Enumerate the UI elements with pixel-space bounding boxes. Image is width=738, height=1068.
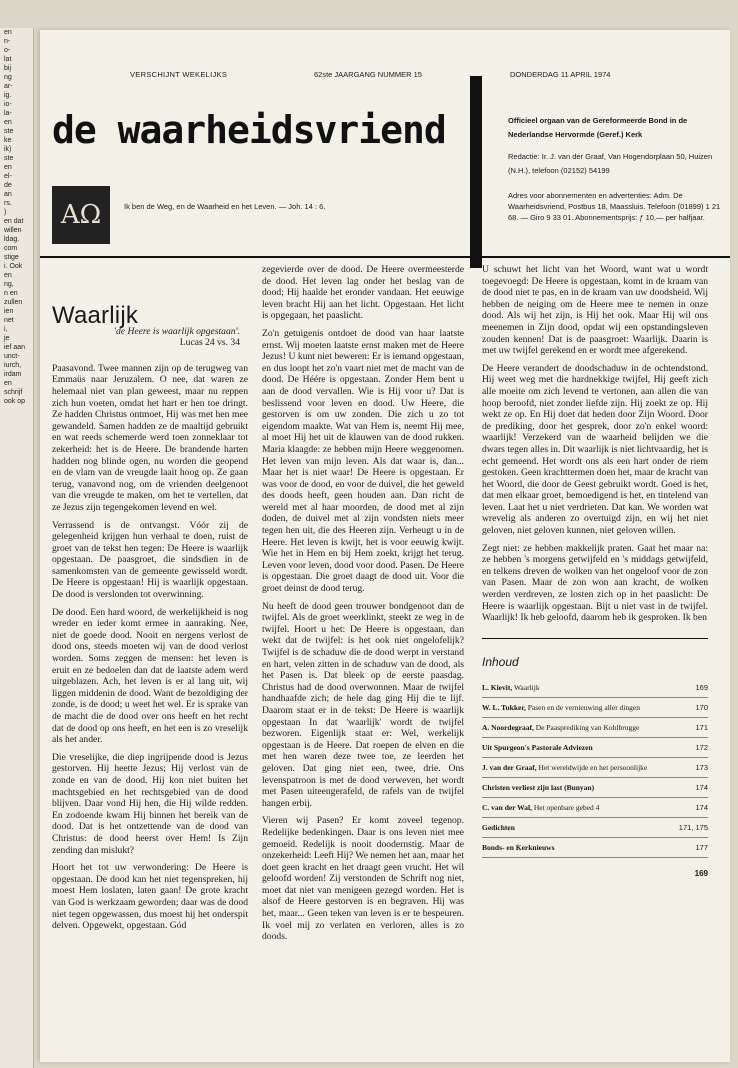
article-paragraph: Verrassend is de ontvangst. Vóór zij de gelegenheid krijgen hun verhaal te doen, ruist de groet van de tekst hen tegen: De Heere is waarlijk opgestaan. De paasgroet, die sindsdien in de samenkomsten van de gemeente gewisseld wordt. De Heere is opgestaan! Hij is waarlijk opgestaan. De dood is verslonden tot overwinning.: [52, 519, 248, 601]
adjacent-page-fragment: iurch,: [4, 362, 22, 369]
page-number: 169: [694, 869, 708, 879]
adjacent-page-fragment: com: [4, 245, 18, 252]
adjacent-page-fragment: o-: [4, 47, 11, 54]
adjacent-page-strip: [0, 28, 34, 1068]
contents-entry-author: W. L. Tukker,: [482, 703, 526, 713]
contents-entry-author: A. Noordegraaf,: [482, 723, 534, 733]
adjacent-page-fragment: ste: [4, 155, 14, 162]
newspaper-page: [40, 30, 730, 1062]
contents-entry-text: Pasen en de vernieuwing aller dingen: [525, 703, 640, 713]
contents-entry-title: [482, 783, 660, 793]
contents-entry-title: [482, 683, 660, 693]
contents-entry-page: 172: [695, 743, 708, 753]
adjacent-page-fragment: ng,: [4, 281, 14, 288]
contents-entry-page: 174: [695, 803, 708, 813]
header-rule: [40, 256, 730, 258]
article-paragraph: Hoort het tot uw verwondering: De Heere is opgestaan. De dood kan het niet tegenspreken, hij moest Hem loslaten, laten gaan! De grote kracht van God is werkzaam geworden; daar was de dood niet tegen opgewassen, dus moest hij het onderspit delven. Opgewekt, opgestaan. Gód: [52, 862, 248, 932]
adjacent-page-fragment: ig.: [4, 92, 12, 99]
adjacent-page-fragment: en: [4, 272, 12, 279]
contents-entry-title: [482, 743, 660, 753]
contents-entry-text: De Paasprediking van Kohlbrugge: [533, 723, 640, 733]
contents-entry-text: Het wereldwijde en het persoonlijke: [536, 763, 648, 773]
issue-date-label: DONDERDAG 11 APRIL 1974: [510, 70, 611, 79]
article-column-2: [262, 264, 464, 943]
adjacent-page-fragment: ar-: [4, 83, 13, 90]
article-column-3: [482, 264, 708, 880]
adjacent-page-fragment: en: [4, 119, 12, 126]
contents-entry: [482, 738, 708, 758]
contents-entry-text: Uit Spurgeon's Pastorale Adviezen: [482, 743, 593, 753]
adjacent-page-fragment: rs.: [4, 200, 12, 207]
adjacent-page-fragment: en dat: [4, 218, 24, 225]
contents-entry: [482, 818, 708, 838]
adjacent-page-fragment: unct-: [4, 353, 20, 360]
adjacent-page-fragment: stige: [4, 254, 19, 261]
contents-entry-author: J. van der Graaf,: [482, 763, 537, 773]
contents-entry-author: L. Kievit,: [482, 683, 513, 693]
official-organ-text: Officieel orgaan van de Gereformeerde Bond in de Nederlandse Hervormde (Geref.) Kerk: [508, 116, 688, 139]
adjacent-page-fragment: io-: [4, 101, 12, 108]
adjacent-page-fragment: ke: [4, 137, 12, 144]
adjacent-page-fragment: la-: [4, 110, 12, 117]
adjacent-page-fragment: ief aan: [4, 344, 26, 351]
adjacent-page-fragment: irdam: [4, 371, 22, 378]
contents-entry-page: 171, 175: [678, 823, 708, 833]
contents-entry: [482, 698, 708, 718]
epigraph-reference: Lucas 24 vs. 34: [179, 337, 240, 349]
article-column-1: [52, 264, 248, 932]
header-divider-bar: [470, 76, 482, 268]
contents-entry-title: [482, 803, 660, 813]
contents-entry-title: [482, 703, 660, 713]
contents-entry: [482, 838, 708, 858]
frequency-label: VERSCHIJNT WEKELIJKS: [130, 70, 228, 79]
adjacent-page-fragment: ook op: [4, 398, 26, 405]
article-paragraph: Zo'n getuigenis ontdoet de dood van haar laatste ernst. Wij moeten laatste ernst maken met de Heere Jezus! U kunt niet beweren: Er is iemand opgestaan, en dus loopt het zo'n vaart niet met de macht van de dood. De Héére is opgestaan. Zonder Hem bent u aan de dood vervallen. Wie is Hij voor u? Dat is beslissend voor leven en dood. Uw Heere, die gestorven is om uw zonden. Die zich u zo tot eigendom maakte. Wat van Hem is, neemt Hij mee, al moet Hij het uit de klauwen van de dood rukken. Maria klaagde: ze hebben mijn Heere weggenomen. Het leven van mijn leven. Als dat waar is, dan... Maar het is niet waar! De Heere is opgestaan. Er was voor de dood, en voor de duivel, die het geweld des doods heeft, geen houden aan. Dan richt de wereld met al haar moorden, de dood met al zijn doden, de duivel met al zijn vondsten niets meer tegen hen uit, die des Heeren zijn. Verheugt u in de Heere. Het leven is kwijt, het is voor eeuwig kwijt. Wie het in Hem en bij Hem zoekt, krijgt het terug. Leven voor leven, dood voor dood. Pasen. De Heere is opgestaan. Die groet daagt de dood uit. Voor die groet deinst de dood terug.: [262, 327, 464, 595]
contents-entry: [482, 798, 708, 818]
article-paragraph: U schuwt het licht van het Woord, want wat u wordt toegevoegd: De Heere is opgestaan, komt in de kraam van de dood niet te pas, en in de kraam van uw doodsheid. Wij hebben de neiging om de Heere mee te nemen in onze dood. Als wij het zijn, is Hij het ook. Maar Hij wil ons meenemen in Zijn dood, opdat wij een opstandingsleven zouden kennen! Dat is de paasgroet: Waarlijk. Daarin is met uw twijfel gerekend en er wordt mee afgerekend.: [482, 264, 708, 357]
contents-entry-page: 173: [695, 763, 708, 773]
contents-entry-page: 171: [695, 723, 708, 733]
contents-heading: Inhoud: [482, 654, 519, 669]
article-paragraph: Paasavond. Twee mannen zijn op de terugweg van Emmaüs naar Jeruzalem. O nee, dat waren ze helemaal niet van plan geweest, maar nu reppen zich hun voeten, omdat het hart er hen toe dringt. Ze hadden Christus ontmoet, Hij was met hen mee gewandeld. Samen hadden ze de maaltijd gebruikt en wat reeds schemerde werd toen zonneklaar tot zekerheid: het is de Heere. De brandende harten hadden nog blinde ogen, nu worden die geopend en de vlam van de vreugde laait hoog op. Ze gaan terug, vanavond nog, om de vrienden deelgenoot van die vreugde te maken, om het te vertellen, dat ze Jezus zijn tegengekomen levend en wel.: [52, 362, 248, 513]
adjacent-page-fragment: net: [4, 317, 14, 324]
adjacent-page-fragment: el-: [4, 173, 12, 180]
adjacent-page-fragment: ste: [4, 128, 14, 135]
adjacent-page-fragment: de: [4, 182, 12, 189]
article-paragraph: De Heere verandert de doodschaduw in de ochtendstond. Hij weet weg met die hardnekkige twijfel, Hij geeft zich alle moeite om zich levend te vertonen, aan allen die van hoop beroofd, niet zonder liefde zijn. Hij zoekt ze op. Hij wekt ze op. En Hij doet dat heden door Zijn Woord. Door de prediking, door het gesprek, door zo'n enkel woord: waarlijk! Verzekerd van de waarheid belijden we die dwars tegen alles in. Dit waarlijk is niet lichtvaardig, het is echt gemeend. Het wordt ons als een hart onder de riem gestoken. Geen krachttermen doen het, maar de kracht van het Woord, die door de Geest gebruikt wordt. Goed is het, dat men elkaar groet, bemoedigend is het, en tintelend van leven. Laat het u niet verdrieten. Dat kan. We worden wat wrevelig als anderen zo overtuigd zijn, en wij het niet geloven, niet geloven kunnen, niet geloven willen.: [482, 362, 708, 537]
adjacent-page-fragment: lat: [4, 56, 12, 63]
contents-entry-page: 169: [695, 683, 708, 693]
contents-entry-text: Bonds- en Kerknieuws: [482, 843, 555, 853]
contents-entry: [482, 678, 708, 698]
contents-divider: [482, 638, 708, 639]
column-1-body: [52, 363, 248, 932]
adjacent-page-fragment: en: [4, 164, 12, 171]
contents-entry: [482, 718, 708, 738]
adjacent-page-fragment: je: [4, 335, 10, 342]
table-of-contents: [482, 678, 708, 858]
contents-entry-page: 177: [695, 843, 708, 853]
contents-entry-title: [482, 763, 660, 773]
subscription-address: Adres voor abonnementen en advertenties: Adm. De Waarheidsvriend, Postbus 18, Maassluis. Telefoon (01899) 1 21 68. — Giro 9 33 01. Abonnementsprijs: ƒ 10,— per halfjaar.: [508, 191, 721, 222]
adjacent-page-fragment: ): [4, 209, 7, 216]
masthead-title: de waarheidsvriend: [52, 108, 446, 152]
article-title: Waarlijk: [52, 302, 139, 329]
motto-text: Ik ben de Weg, en de Waarheid en het Leven. — Joh. 14 : 6.: [124, 202, 326, 211]
adjacent-page-fragment: en: [4, 29, 12, 36]
contents-entry-text: Gedichten: [482, 823, 515, 833]
article-paragraph: zegevierde over de dood. De Heere overmeesterde de dood. Het leven lag onder het beslag van de dood; Hij haalde het eronder vandaan. Het eeuwige leven bracht Hij aan het licht. Opgestaan. Het licht is opgegaan, het paaslicht.: [262, 264, 464, 322]
adjacent-page-fragment: i. Ook: [4, 263, 23, 270]
adjacent-page-fragment: n-: [4, 38, 11, 45]
contents-entry-text: Het openbare gebed 4: [531, 803, 600, 813]
adjacent-page-fragment: en: [4, 380, 12, 387]
column-3-body: [482, 264, 708, 624]
adjacent-page-fragment: bij: [4, 65, 12, 72]
article-paragraph: De dood. Een hard woord, de werkelijkheid is nog wreder en ieder komt ermee in aanraking. Nee, niet de goede dood. Nooit en nergens verlost de dood ons, steeds moeten wij van de dood verlost worden. Soms zeggen de mensen: het leven is eruit en ze bedoelen dan dat de laatste adem werd uitgeblazen. Ach, het leven is er al lang uit, wij liggen middenin de dood. Want de bezoldiging der zonde, is de dood; u weet het wel. Er is sprake van de macht die de dood over ons heeft en het recht dat de dood op ons heeft, en het een is zo vreselijk als het ander.: [52, 606, 248, 746]
contents-entry-text: Christen verliest zijn last (Bunyan): [482, 783, 595, 793]
adjacent-page-fragment: willen: [4, 227, 22, 234]
volume-issue-label: 62ste JAARGANG NUMMER 15: [314, 70, 422, 79]
adjacent-page-fragment: ldag.: [4, 236, 20, 243]
column-2-body: [262, 264, 464, 943]
contents-entry-page: 170: [695, 703, 708, 713]
contents-entry-author: C. van der Wal,: [482, 803, 532, 813]
contents-entry: [482, 758, 708, 778]
article-paragraph: Vieren wij Pasen? Er komt zoveel tegenop. Redelijke bedenkingen. Daar is ons leven niet mee gemoeid. Redelijk is nooit doodernstig. Maar de onzekerheid: Leeft Hij? We nemen het aan, maar het doet geen kracht en het draagt geen vrucht. Het wil geloofd worden! Zij verstonden de Schrift nog niet, moet dat niet van menigeen gezegd worden. Het is alsof de Heere gestorven is en begraven. Hij was het, maar... Geen teken van leven is er te bespeuren. Ik voel mij zo verlaten en verloren, alles is zo doods.: [262, 815, 464, 943]
contents-entry-title: [482, 723, 660, 733]
adjacent-page-fragment: ik): [4, 146, 12, 153]
editorial-address: Redactie: Ir. J. van der Graaf, Van Hogendorplaan 50, Huizen (N.H.), telefoon (02152) 54199: [508, 152, 713, 175]
adjacent-page-fragment: an: [4, 191, 12, 198]
alpha-omega-logo: AΩ: [52, 186, 110, 244]
adjacent-page-fragment: schrijf: [4, 389, 23, 396]
article-paragraph: Nu heeft de dood geen trouwer bondgenoot dan de twijfel. Als de groet weerklinkt, steekt ze weg in de twijfel. Hoort u het: De Heere is opgestaan, dan wekt dat de twijfel: is het ook niet ongelofelijk? Twijfel is de schaduw die de dood werpt in verstand en hart, velen zitten in de schaduw van de dood, als het Pasen is. Dat bleek op de eerste paasdag. Christus had de dood overwonnen. Maar de twijfel handhaafde zich; de hele dag ging Hij die te lijf. Daarom staat er in de tekst: De Heere is waarlijk opgestaan In dat 'waarlijk' wordt de twijfel bezworen. Eigenlijk staat er: Wel, werkelijk opgestaan is de Heere. Dat roepen de elven en die met hen waren deze twee toe, ze leerden het geloven. Dat ging niet een, twee, drie. Ons levenspatroon is met de dood verweven, het wordt met Pasen uiteengerafeld, de rafels van de twijfel hangen erbij.: [262, 600, 464, 809]
contents-entry-title: [482, 823, 660, 833]
adjacent-page-fragment: n en: [4, 290, 18, 297]
adjacent-page-fragment: zullen: [4, 299, 23, 306]
contents-entry-page: 174: [695, 783, 708, 793]
article-paragraph: Die vreselijke, die diep ingrijpende dood is Jezus gestorven. Hij heette Jezus; Hij verlost van de zonde en van de dood. Hij kon niet buiten het machtsgebied en het rechtsgebied van de dood blijven. Daar vond Hij hen, die Hij wilde redden. En zodoende kwam Hij binnen het bereik van de dood. Dat is het ontzettende van de dood van Christus: de dood heerst over Hem! Is Zijn zending dan mislukt?: [52, 751, 248, 856]
contents-entry-text: Waarlijk: [512, 683, 540, 693]
contents-entry: [482, 778, 708, 798]
adjacent-page-fragment: i,: [4, 326, 8, 333]
adjacent-page-fragment: ien: [4, 308, 14, 315]
article-paragraph: Zegt niet: ze hebben makkelijk praten. Gaat het maar na: ze hebben 's morgens getwijfeld en 's middags getwijfeld, en telkens dreven de wolken van het ongeloof voor de zon van Pasen. Maar de zon won aan kracht, de wolken werden verdreven, ze losten zich op in het paaslicht: De Heere is waarlijk opgestaan. Bijt u niet vast in de twijfel. Waarlijk! Ik heb geloofd, daarom heb ik gesproken. Ik ben: [482, 542, 708, 624]
adjacent-page-fragment: ng: [4, 74, 12, 81]
article-epigraph: 'de Heere is waarlijk opgestaan'.: [113, 325, 240, 337]
contents-entry-title: [482, 843, 660, 853]
